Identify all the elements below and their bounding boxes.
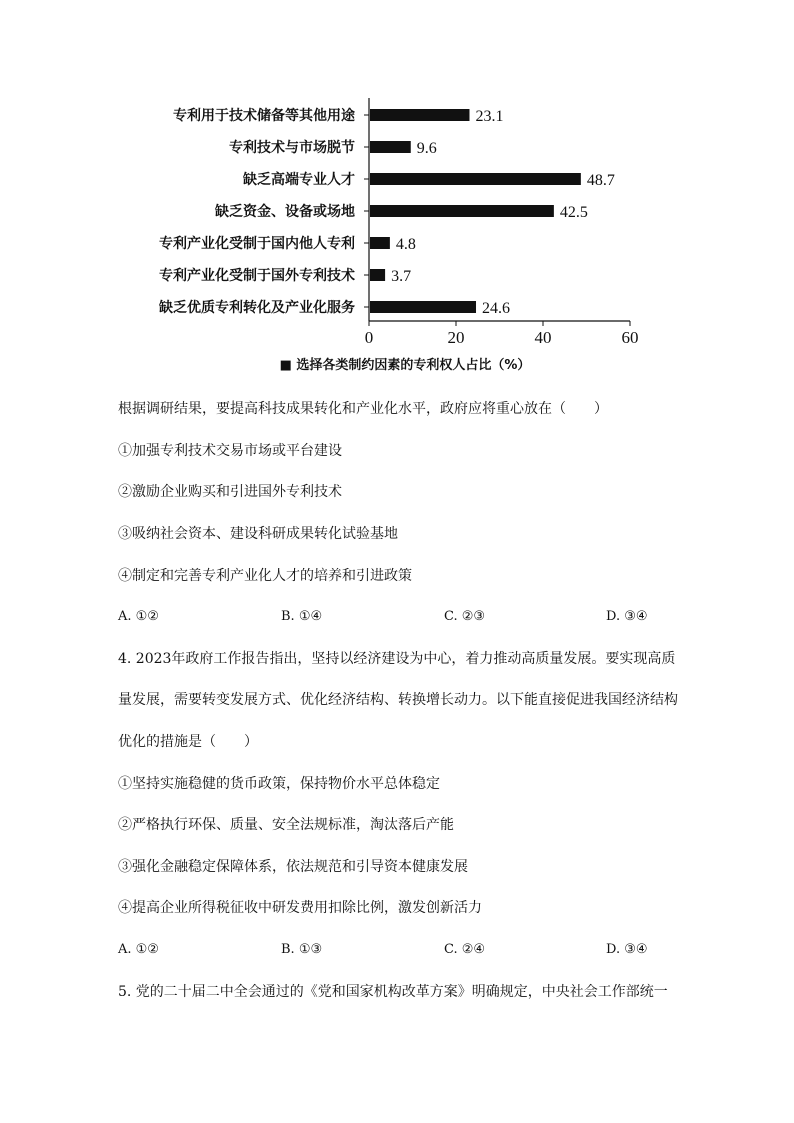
bar [370, 109, 469, 121]
bar [370, 173, 581, 185]
q4-option-a[interactable]: A. ①② [118, 942, 159, 957]
q4-stem-line-3: 优化的措施是（ ） [118, 734, 258, 750]
category-label: 缺乏优质专利转化及产业化服务 [159, 300, 355, 316]
q3-option-d[interactable]: D. ③④ [606, 609, 648, 624]
chart-legend: ■ 选择各类制约因素的专利权人占比（%） [279, 358, 531, 373]
q4-option-b[interactable]: B. ①③ [281, 942, 323, 957]
category-label: 专利产业化受制于国内他人专利 [159, 236, 355, 252]
q4-item-2: ②严格执行环保、质量、安全法规标准，淘汰落后产能 [118, 817, 454, 833]
q3-item-3: ③吸纳社会资本、建设科研成果转化试验基地 [118, 526, 398, 542]
data-label: 9.6 [416, 140, 437, 157]
x-tick-label: 60 [621, 328, 639, 347]
x-tick-label: 0 [364, 328, 374, 347]
category-label: 缺乏资金、设备或场地 [215, 204, 355, 220]
bar [370, 269, 385, 281]
data-label: 24.6 [482, 300, 511, 317]
q3-item-1: ①加强专利技术交易市场或平台建设 [118, 443, 342, 459]
q3-option-a[interactable]: A. ①② [118, 609, 159, 624]
q5-stem-line-1: 5. 党的二十届二中全会通过的《党和国家机构改革方案》明确规定，中央社会工作部统一 [118, 984, 668, 1000]
data-label: 42.5 [559, 204, 588, 221]
category-label: 专利产业化受制于国外专利技术 [159, 268, 355, 284]
data-label: 4.8 [395, 236, 416, 253]
chart-svg [0, 90, 794, 390]
bar [370, 301, 476, 313]
data-label: 3.7 [391, 268, 412, 285]
bar [370, 205, 554, 217]
category-label: 缺乏高端专业人才 [243, 172, 355, 188]
bar [370, 141, 411, 153]
q3-option-c[interactable]: C. ②③ [444, 609, 486, 624]
q4-option-d[interactable]: D. ③④ [606, 942, 648, 957]
q3-item-2: ②激励企业购买和引进国外专利技术 [118, 484, 342, 500]
data-label: 23.1 [475, 108, 504, 125]
q4-stem-line-1: 4. 2023年政府工作报告指出，坚持以经济建设为中心，着力推动高质量发展。要实现高质 [118, 651, 676, 667]
q3-item-4: ④制定和完善专利产业化人才的培养和引进政策 [118, 568, 412, 584]
q4-item-1: ①坚持实施稳健的货币政策，保持物价水平总体稳定 [118, 776, 440, 792]
category-label: 专利用于技术储备等其他用途 [173, 108, 355, 124]
category-label: 专利技术与市场脱节 [229, 140, 355, 156]
bar-chart [0, 90, 794, 390]
q3-option-b[interactable]: B. ①④ [281, 609, 323, 624]
q4-item-3: ③强化金融稳定保障体系，依法规范和引导资本健康发展 [118, 859, 468, 875]
q4-stem-line-2: 量发展，需要转变发展方式、优化经济结构、转换增长动力。以下能直接促进我国经济结构 [118, 692, 678, 708]
bar [370, 237, 390, 249]
x-tick-label: 20 [447, 328, 465, 347]
q4-option-c[interactable]: C. ②④ [444, 942, 486, 957]
x-tick-label: 40 [534, 328, 552, 347]
data-label: 48.7 [586, 172, 615, 189]
q4-item-4: ④提高企业所得税征收中研发费用扣除比例，激发创新活力 [118, 900, 482, 916]
q3-stem: 根据调研结果，要提高科技成果转化和产业化水平，政府应将重心放在（ ） [118, 401, 608, 417]
